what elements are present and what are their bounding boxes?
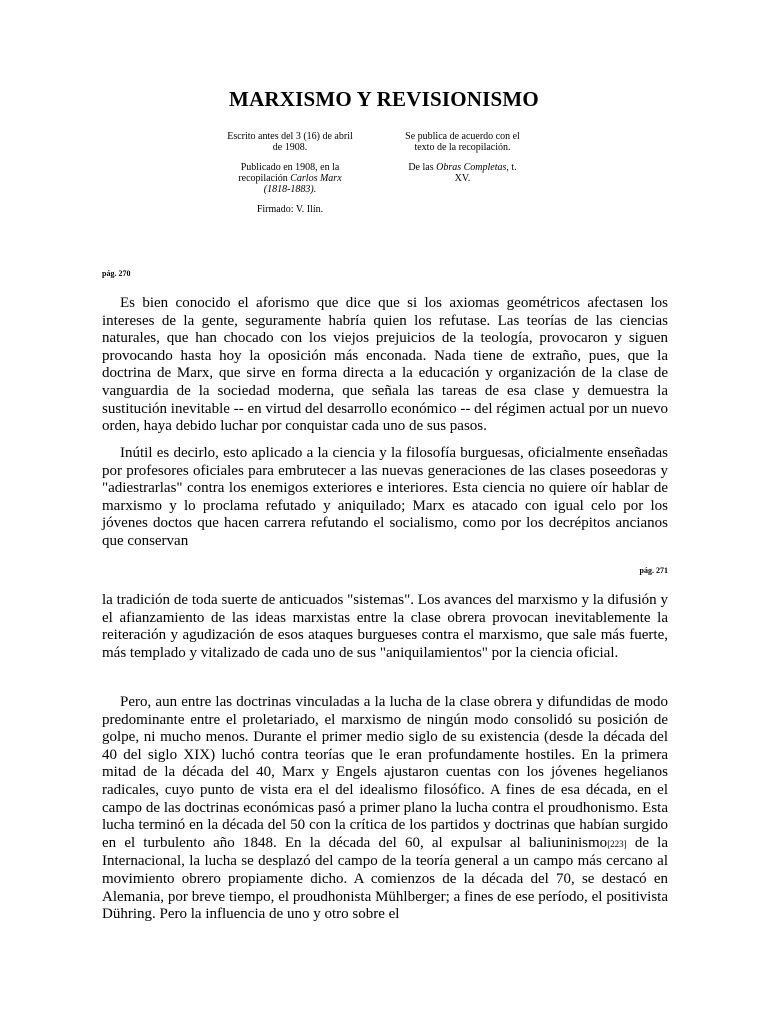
source-note: Se publica de acuerdo con el texto de la recopilación. — [405, 131, 520, 153]
page-marker-270: pág. 270 — [102, 269, 131, 278]
paragraph-3: la tradición de toda suerte de anticuados "sistemas". Los avances del marxismo y la difusión y el afianzamiento de las ideas marxistas entre la clase obrera provocan inevitablemente la reiteración y agudización de esos ataques burgueses contra el marxismo, que sale más fuerte, más templado y vitalizado de cada uno de sus "aniquilamientos" por la ciencia oficial. — [102, 592, 668, 661]
footnote-ref-223[interactable]: [223] — [607, 838, 627, 849]
collected-works-suffix: , t. XV. — [454, 162, 517, 184]
collected-works-prefix: De las — [408, 162, 437, 173]
paragraph-4-text-a: Pero, aun entre las doctrinas vinculadas a la lucha de la clase obrera y difundidas de modo predominante entre el proletariado, el marxismo de ningún modo consolidó su posición de golpe, ni mucho menos. Durante el primer medio siglo de su existencia (desde la década del 40 del siglo XIX) luchó contra teorías que le eran profundamente hostiles. En la primera mitad de la década del 40, Marx y Engels ajustaron cuentas con los jóvenes hegelianos radicales, cuyo punto de vista era el del idealismo filosófico. A fines de esa década, en el campo de las doctrinas económicas pasó a primer plano la lucha contra el proudhonismo. Esta lucha terminó en la década del 50 con la crítica de los partidos y doctrinas que habían surgido en el turbulento año 1848. En la década del 60, al expulsar al baliuninismo — [102, 694, 668, 851]
signature-note: Firmado: V. Ilín. — [256, 204, 324, 215]
paragraph-2: Inútil es decirlo, esto aplicado a la ciencia y la filosofía burguesas, oficialmente enseñadas por profesores oficiales para embrutecer a las nuevas generaciones de las clases poseedoras y "adiestrarlas" contra los enemigos exteriores e interiores. Esta ciencia no quiere oír hablar de marxismo y lo proclama refutado y aniquilado; Marx es atacado con igual celo por los jóvenes doctos que hacen carrera refutando el socialismo, como por los decrépitos ancianos que conservan — [102, 445, 668, 549]
paragraph-1: Es bien conocido el aforismo que dice que si los axiomas geométricos afectasen los intereses de la gente, seguramente habría quien los refutase. Las teorías de las ciencias naturales, que han chocado con los viejos prejuicios de la teología, provocaron y siguen provocando hasta hoy la oposición más enconada. Nada tiene de extraño, pues, que la doctrina de Marx, que sirve en forma directa a la educación y organización de la clase de vanguardia de la sociedad moderna, que señala las tareas de esa clase y demuestra la sustitución inevitable -- en virtud del desarrollo económico -- del régimen actual por un nuevo orden, haya debido luchar por conquistar cada uno de sus pasos. — [102, 295, 668, 435]
page-marker-271: pág. 271 — [639, 566, 668, 575]
written-date: Escrito antes del 3 (16) de abril de 1908. — [227, 131, 353, 153]
collected-works-note — [400, 162, 525, 184]
paragraph-4 — [102, 694, 668, 924]
metadata-right — [400, 131, 525, 193]
publication-title: Carlos Marx (1818-1883). — [263, 173, 342, 195]
paragraph-4-text-b: de la Internacional, la lucha se desplazó del campo de la teoría general a un campo más cercano al movimiento obrero propiamente dicho. A comienzos de la década del 70, se destacó en Alemania, por breve tiempo, el proudhonista Mühlberger; a fines de ese período, el positivista Dühring. Pero la influencia de uno y otro sobre el — [102, 834, 668, 923]
publication-note — [225, 162, 355, 195]
publication-note-text: Publicado en 1908, en la recopilación — [238, 162, 340, 184]
collected-works-title: Obras Completas — [436, 162, 507, 173]
metadata-left — [225, 131, 355, 224]
document-title: MARXISMO Y REVISIONISMO — [229, 87, 539, 111]
